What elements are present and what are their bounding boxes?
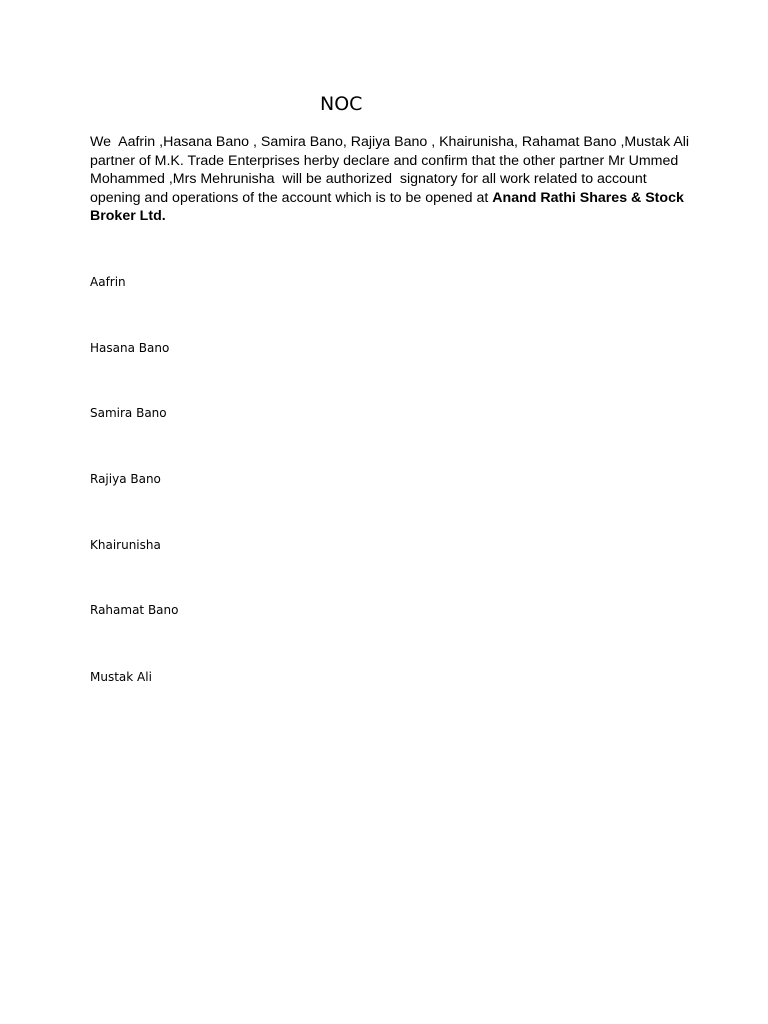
paragraph-line-2: partner of M.K. Trade Enterprises herby declare and confirm that the other partner Mr Ummed [90, 152, 679, 169]
company-name-part-1: Anand Rathi Shares & Stock [492, 189, 684, 206]
paragraph-line-3: Mohammed ,Mrs Mehrunisha will be authorized signatory for all work related to account [90, 171, 647, 187]
company-name-part-2: Broker Ltd. [90, 208, 166, 224]
signatory-name: Hasana Bano [90, 341, 170, 355]
signatory-name: Samira Bano [90, 406, 167, 420]
signatory-name: Khairunisha [90, 538, 161, 552]
page-title: NOC [320, 93, 363, 115]
signatory-name: Rajiya Bano [90, 472, 161, 486]
signatory-name: Rahamat Bano [90, 603, 179, 617]
signatory-name: Mustak Ali [90, 670, 152, 684]
declaration-paragraph [90, 133, 690, 226]
paragraph-line-4: opening and operations of the account which is to be opened at [90, 189, 493, 206]
paragraph-line-1: We Aafrin ,Hasana Bano , Samira Bano, Rajiya Bano , Khairunisha, Rahamat Bano ,Mustak Ali [90, 134, 690, 150]
signatory-name: Aafrin [90, 275, 126, 289]
